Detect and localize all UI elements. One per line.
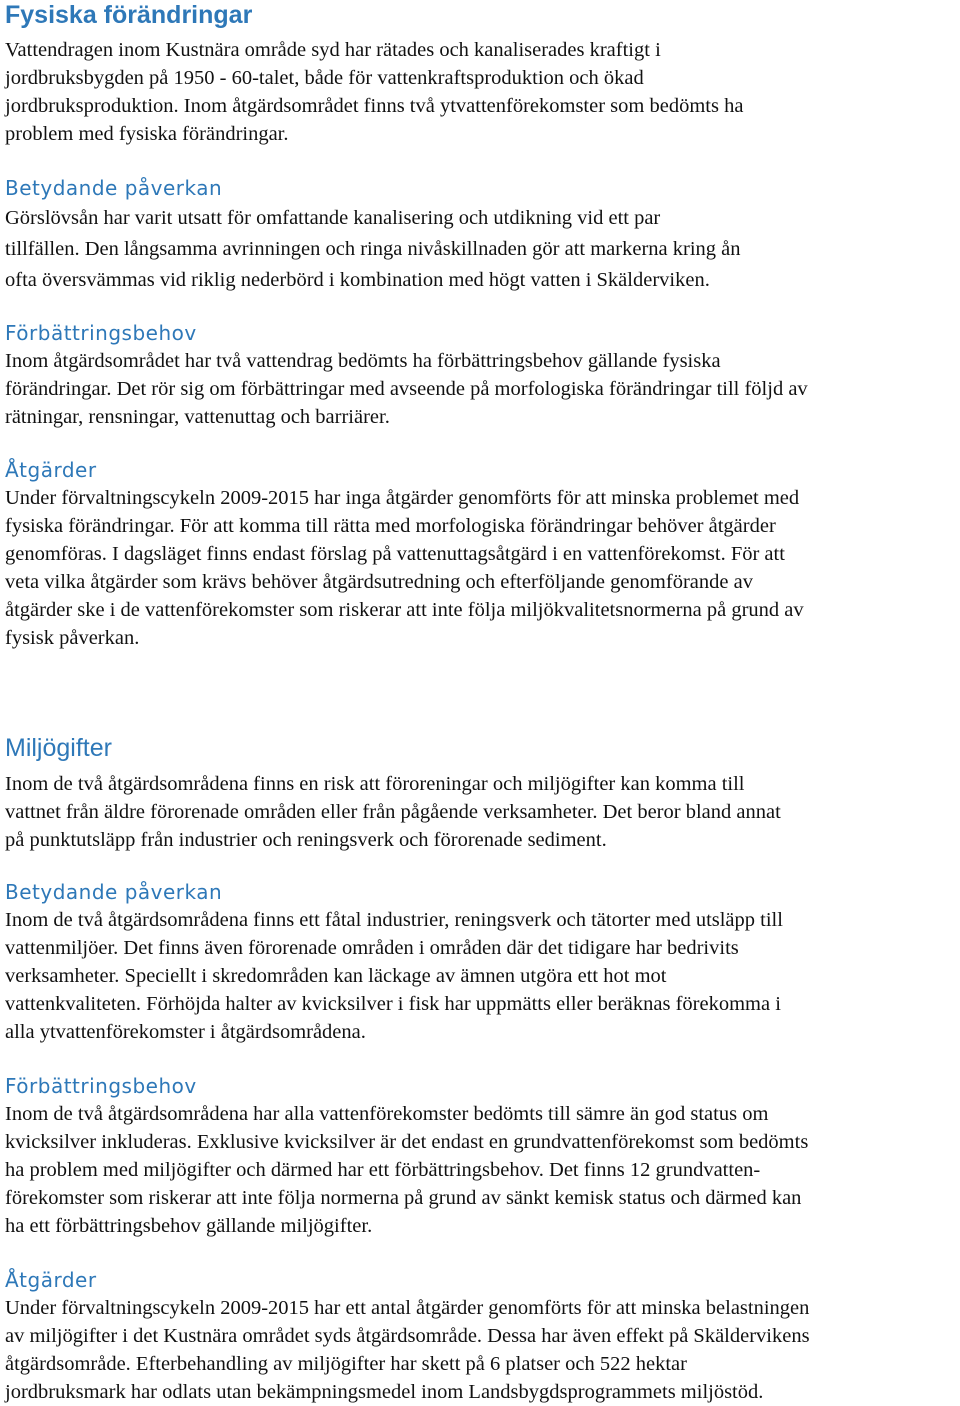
paragraph-betydande-paverkan	[5, 203, 741, 296]
paragraph-forbattringsbehov	[5, 1100, 808, 1240]
text-line: ofta översvämmas vid riklig nederbörd i kombination med högt vatten i Skälderviken.	[5, 269, 710, 291]
text-line: kvicksilver inkluderas. Exklusive kvicksilver är det endast en grundvattenförekomst som bedömts	[5, 1131, 809, 1153]
text-line: fysisk påverkan.	[5, 627, 140, 649]
subheading-atgarder: Åtgärder	[5, 1268, 97, 1292]
text-line: vattenkvaliteten. Förhöjda halter av kvicksilver i fisk har uppmätts eller beräknas förekomma i	[5, 993, 781, 1015]
text-line: ha problem med miljögifter och därmed har ett förbättringsbehov. Det finns 12 grundvatten-	[5, 1159, 761, 1181]
text-line: åtgärder ske i de vattenförekomster som riskerar att inte följa miljökvalitetsnormerna på grund av	[5, 599, 804, 621]
paragraph-betydande-paverkan	[5, 906, 783, 1046]
text-line: rätningar, rensningar, vattenuttag och barriärer.	[5, 406, 390, 428]
paragraph-fysiska-intro	[5, 36, 743, 148]
section-title-miljogifter: Miljögifter	[5, 734, 112, 762]
text-line: veta vilka åtgärder som krävs behöver åtgärdsutredning och efterföljande genomförande av	[5, 571, 753, 593]
text-line: jordbruksproduktion. Inom åtgärdsområdet finns två ytvattenförekomster som bedömts ha	[5, 95, 744, 117]
paragraph-forbattringsbehov	[5, 347, 808, 431]
section-title-fysiska-forandringar: Fysiska förändringar	[5, 1, 253, 29]
text-line: Inom de två åtgärdsområdena finns en risk att föroreningar och miljögifter kan komma till	[5, 773, 745, 795]
text-line: av miljögifter i det Kustnära området syds åtgärdsområde. Dessa har även effekt på Skäldervikens	[5, 1325, 810, 1347]
text-line: genomföras. I dagsläget finns endast förslag på vattenuttagsåtgärd i en vattenförekomst. För att	[5, 543, 785, 565]
text-line: vattenmiljöer. Det finns även förorenade områden i områden där det tidigare har bedrivits	[5, 937, 739, 959]
text-line: Inom de två åtgärdsområdena finns ett fåtal industrier, reningsverk och tätorter med utsläpp till	[5, 909, 783, 931]
text-line: på punktutsläpp från industrier och reningsverk och förorenade sediment.	[5, 829, 607, 851]
text-line: förekomster som riskerar att inte följa normerna på grund av sänkt kemisk status och därmed kan	[5, 1187, 802, 1209]
text-line: tillfällen. Den långsamma avrinningen och ringa nivåskillnaden gör att markerna kring ån	[5, 238, 741, 260]
text-line: ha ett förbättringsbehov gällande miljögifter.	[5, 1215, 373, 1237]
text-line: jordbruksmark har odlats utan bekämpningsmedel inom Landsbygdsprogrammets miljöstöd.	[5, 1381, 764, 1403]
subheading-forbattringsbehov: Förbättringsbehov	[5, 321, 197, 345]
text-line: Inom åtgärdsområdet har två vattendrag bedömts ha förbättringsbehov gällande fysiska	[5, 350, 721, 372]
text-line: jordbruksbygden på 1950 - 60-talet, både för vattenkraftsproduktion och ökad	[5, 67, 644, 89]
subheading-forbattringsbehov: Förbättringsbehov	[5, 1074, 197, 1098]
text-line: Inom de två åtgärdsområdena har alla vattenförekomster bedömts till sämre än god status om	[5, 1103, 769, 1125]
paragraph-miljogifter-intro	[5, 770, 781, 854]
paragraph-atgarder	[5, 484, 804, 652]
text-line: problem med fysiska förändringar.	[5, 123, 289, 145]
paragraph-atgarder	[5, 1294, 810, 1406]
text-line: fysiska förändringar. För att komma till rätta med morfologiska förändringar behöver åtgärder	[5, 515, 776, 537]
subheading-betydande-paverkan: Betydande påverkan	[5, 176, 223, 200]
text-line: Under förvaltningscykeln 2009-2015 har ett antal åtgärder genomförts för att minska belastningen	[5, 1297, 810, 1319]
subheading-betydande-paverkan: Betydande påverkan	[5, 880, 223, 904]
text-line: åtgärdsområde. Efterbehandling av miljögifter har skett på 6 platser och 522 hektar	[5, 1353, 687, 1375]
text-line: Under förvaltningscykeln 2009-2015 har inga åtgärder genomförts för att minska problemet med	[5, 487, 800, 509]
text-line: förändringar. Det rör sig om förbättringar med avseende på morfologiska förändringar till följd av	[5, 378, 808, 400]
subheading-atgarder: Åtgärder	[5, 458, 97, 482]
text-line: alla ytvattenförekomster i åtgärdsområdena.	[5, 1021, 366, 1043]
text-line: Görslövsån har varit utsatt för omfattande kanalisering och utdikning vid ett par	[5, 207, 661, 229]
text-line: vattnet från äldre förorenade områden eller från pågående verksamheter. Det beror bland annat	[5, 801, 781, 823]
text-line: verksamheter. Speciellt i skredområden kan läckage av ämnen utgöra ett hot mot	[5, 965, 667, 987]
text-line: Vattendragen inom Kustnära område syd har rätades och kanaliserades kraftigt i	[5, 39, 661, 61]
